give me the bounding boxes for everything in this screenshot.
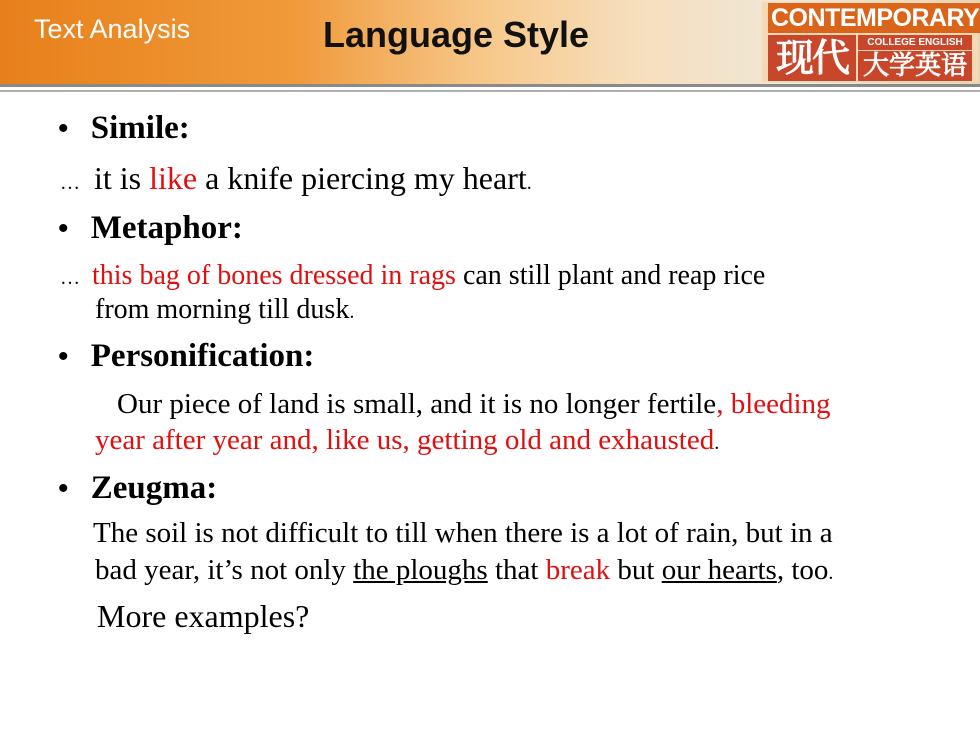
bullet-simile [58,110,190,147]
text-segment: can still plant and reap rice [462,260,766,291]
text-segment: The soil is not difficult to till when there is a lot of rain, but in a [93,517,833,549]
zeugma-example-line1 [93,517,833,550]
highlight-text: this bag of bones dressed in rags [92,260,456,291]
period: . [349,301,355,323]
logo-top-text: CONTEMPORARY [768,3,980,33]
text-segment: that [494,554,539,586]
textbook-logo [762,2,978,82]
logo-chinese-left: 现代 [768,35,856,81]
text-segment: bad year, it’s not only [95,554,346,586]
personification-example-line1 [117,388,831,421]
metaphor-example-line2 [95,294,354,326]
personification-example-line2 [95,424,719,457]
heading-personification: Personification: [90,338,315,374]
metaphor-example-line1 [60,260,765,292]
text-segment: , too [776,554,829,586]
ellipsis: … [60,172,80,194]
heading-metaphor: Metaphor: [90,210,243,246]
period: . [714,432,720,454]
bullet-dot: • [58,472,69,505]
highlight-text: year after year and, like us, getting old and exhausted [95,424,715,456]
section-label: Text Analysis [34,14,191,44]
bullet-dot: • [58,340,69,373]
header-divider [0,84,980,87]
underlined-text: the ploughs [353,554,488,586]
logo-chinese-right: 大学英语 [858,51,972,81]
bullet-metaphor [58,210,243,247]
highlight-text: break [545,554,611,586]
ellipsis: … [60,267,80,289]
text-segment: but [617,554,655,586]
heading-simile: Simile: [90,110,190,146]
period: . [526,172,532,194]
slide-title: Language Style [323,14,590,55]
text-segment: a knife piercing my heart [205,160,527,196]
logo-subtitle: COLLEGE ENGLISH [858,35,972,50]
zeugma-example-line2 [95,554,833,587]
bullet-personification [58,338,314,375]
header-divider-secondary [0,90,980,92]
text-segment: from morning till dusk [95,294,350,325]
heading-zeugma: Zeugma: [90,470,218,506]
highlight-text: , bleeding [716,388,831,420]
text-segment: Our piece of land is small, and it is no longer fertile [117,388,717,420]
text-segment: it is [94,160,142,196]
period: . [828,562,834,584]
highlight-text: like [149,160,198,196]
simile-example [60,160,532,197]
bullet-dot: • [58,112,69,145]
bullet-zeugma [58,470,217,507]
underlined-text: our hearts [661,554,777,586]
more-examples-prompt: More examples? [97,598,310,634]
bullet-dot: • [58,212,69,245]
